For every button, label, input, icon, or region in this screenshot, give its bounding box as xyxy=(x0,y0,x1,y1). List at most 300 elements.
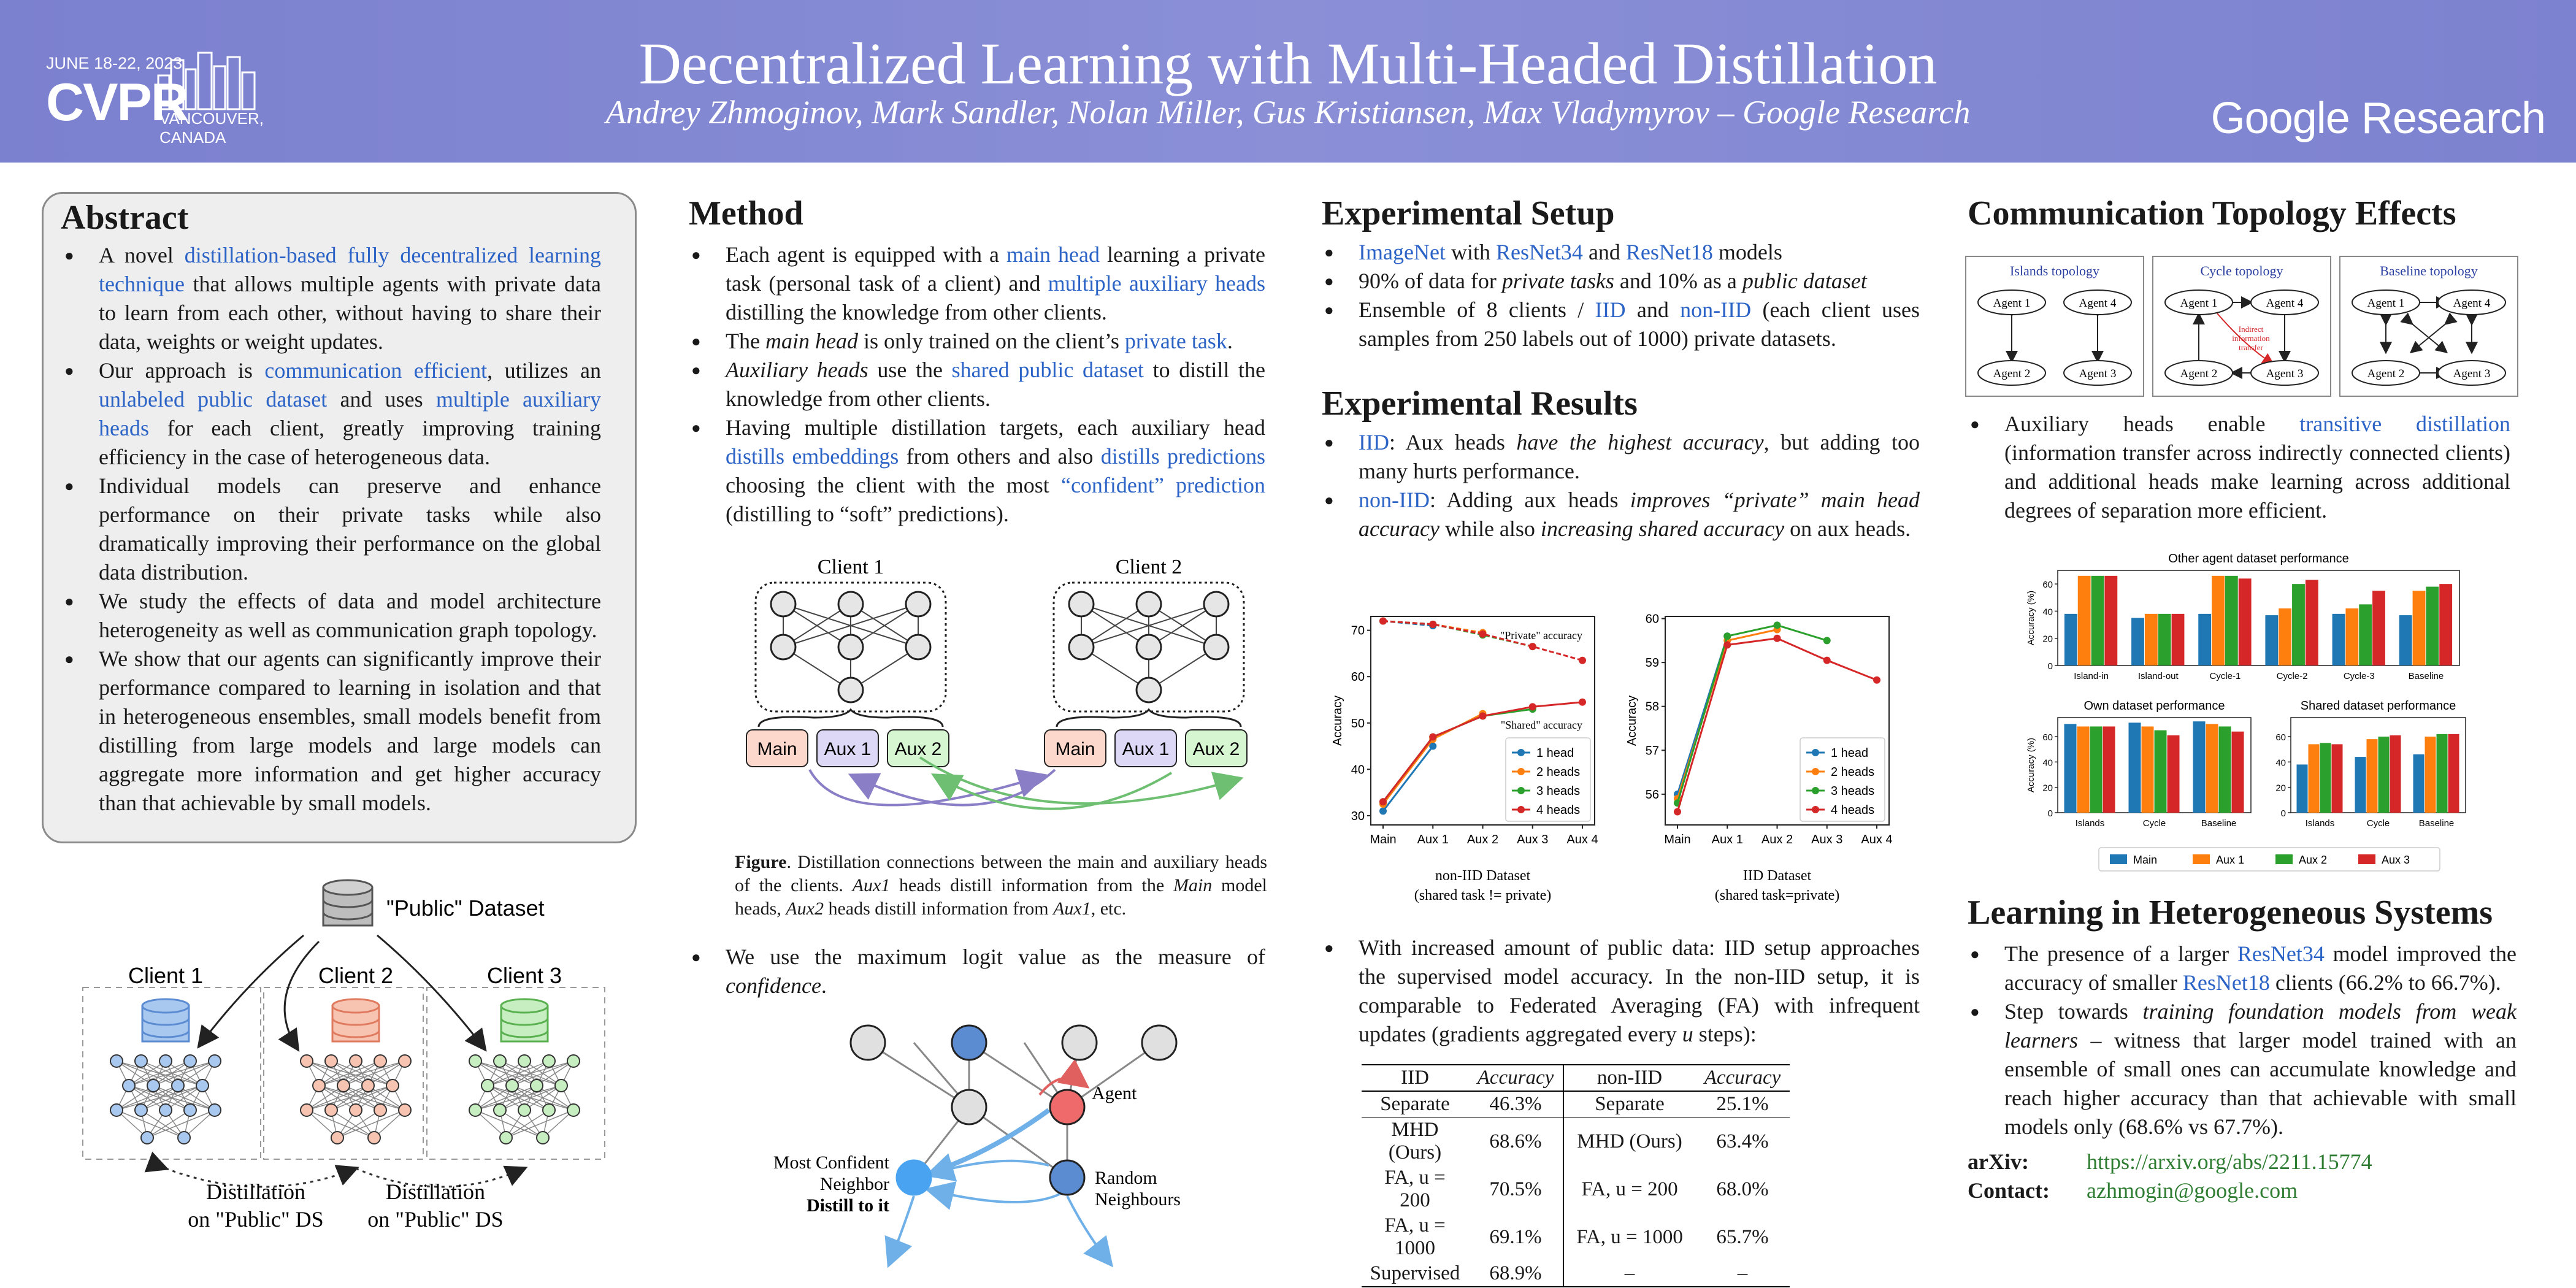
data-point xyxy=(1774,635,1781,642)
x-tick-label: Cycle-3 xyxy=(2343,671,2375,681)
topology-heading: Communication Topology Effects xyxy=(1968,194,2456,232)
data-point xyxy=(1823,657,1831,664)
data-point xyxy=(1529,643,1536,650)
chart-caption: non-IID Dataset xyxy=(1435,868,1531,884)
topology-list xyxy=(1968,410,2510,525)
client-1-label: Client 1 xyxy=(128,963,204,988)
text-span: Figure xyxy=(735,852,787,872)
table-header: IID xyxy=(1362,1065,1468,1091)
x-tick-label: Cycle-1 xyxy=(2209,671,2241,681)
neuron xyxy=(838,678,863,702)
legend-marker xyxy=(1812,806,1819,813)
legend-label: Aux 1 xyxy=(2216,854,2245,866)
agent-label: Agent 2 xyxy=(1993,367,2031,380)
random-label-2: Neighbours xyxy=(1095,1189,1181,1209)
highlight-text: shared public dataset xyxy=(951,358,1144,382)
bar xyxy=(2320,743,2331,813)
text-span: u xyxy=(1682,1022,1693,1046)
bar-chart-legend xyxy=(2098,845,2441,876)
bar xyxy=(2064,614,2077,665)
table-cell: – xyxy=(1695,1261,1790,1287)
confidence-graph xyxy=(773,1012,1227,1282)
table-cell: 46.3% xyxy=(1468,1091,1563,1117)
confidence-note xyxy=(689,943,1265,1000)
y-tick-label: 0 xyxy=(2047,661,2053,672)
bullet-item xyxy=(1359,428,1920,486)
x-tick-label: Baseline xyxy=(2408,671,2444,681)
bar xyxy=(2078,576,2091,665)
topology-title: Baseline topology xyxy=(2380,263,2478,278)
topology-title: Cycle topology xyxy=(2200,263,2283,278)
y-tick-label: 60 xyxy=(1351,670,1365,684)
table-cell: 25.1% xyxy=(1716,1093,1769,1115)
bar-chart-title: Own dataset performance xyxy=(2083,699,2225,713)
table-cell: FA, u = 1000 xyxy=(1384,1214,1446,1259)
text-span: increasing shared accuracy xyxy=(1540,516,1785,541)
highlight-text: distills embeddings xyxy=(726,444,899,469)
highlight-text: ImageNet xyxy=(1359,240,1446,264)
legend-label: 3 heads xyxy=(1536,784,1581,798)
bar xyxy=(2077,726,2090,813)
bullet-item xyxy=(1359,267,1920,296)
bar xyxy=(2437,734,2448,813)
neighbor-label-1: Most Confident xyxy=(773,1152,889,1173)
agent-label: Agent 1 xyxy=(1993,297,2031,310)
bar xyxy=(2332,744,2343,813)
bullet-item xyxy=(1359,486,1920,543)
public-dataset-diagram xyxy=(61,874,644,1242)
legend-marker xyxy=(1517,749,1525,756)
text-span: Aux2 xyxy=(786,899,824,919)
table-cell: 68.9% xyxy=(1468,1261,1563,1287)
text-span: The presence of a larger xyxy=(2004,941,2237,966)
method-list xyxy=(689,240,1265,529)
y-axis-label: Accuracy (%) xyxy=(2026,590,2036,646)
head-label: Aux 2 xyxy=(894,739,942,759)
highlight-text: ResNet18 xyxy=(1625,240,1713,264)
y-tick-label: 40 xyxy=(2042,757,2053,769)
text-span: We study the effects of data and model architecture heterogeneity as well as communication graph topology. xyxy=(99,589,601,642)
bullet-item xyxy=(726,240,1265,327)
legend-label: Aux 2 xyxy=(2299,854,2328,866)
legend-label: 1 head xyxy=(1831,746,1869,760)
bullet-item xyxy=(1359,238,1920,267)
contact-label: Contact: xyxy=(1968,1178,2050,1203)
highlight-text: transitive distillation xyxy=(2299,412,2511,436)
method-section xyxy=(689,194,1266,529)
x-tick-label: Baseline xyxy=(2201,818,2237,829)
highlight-text: multiple auxiliary heads xyxy=(1048,271,1266,296)
agent-label: Agent xyxy=(1092,1083,1137,1103)
x-tick-label: Aux 4 xyxy=(1566,833,1598,846)
neuron xyxy=(906,635,930,659)
text-span: We use the maximum logit value as the measure of xyxy=(726,945,1265,969)
chart-caption: IID Dataset xyxy=(1742,868,1812,884)
legend-marker xyxy=(1517,806,1525,813)
data-point xyxy=(1479,712,1487,719)
table-cell: Supervised xyxy=(1362,1261,1468,1287)
bullet-item xyxy=(726,356,1265,413)
data-point xyxy=(1479,631,1487,638)
text-span: , etc. xyxy=(1091,899,1127,919)
neighbor-label-2: Neighbor xyxy=(819,1174,889,1194)
bar xyxy=(2426,587,2439,665)
distill-to-it-label: Distill to it xyxy=(807,1195,889,1216)
y-tick-label: 56 xyxy=(1645,788,1659,802)
text-span: use the xyxy=(868,358,952,382)
head-label: Aux 1 xyxy=(824,739,872,759)
legend-label: Aux 3 xyxy=(2382,854,2410,866)
x-tick-label: Cycle xyxy=(2366,818,2390,829)
poster-header xyxy=(0,0,2576,163)
neuron xyxy=(838,635,863,659)
text-span: models xyxy=(1712,240,1782,264)
text-span: choosing the client with the most xyxy=(726,473,1061,497)
client-network-icon xyxy=(469,1055,580,1144)
contact-email-link[interactable]: azhmogin@google.com xyxy=(2087,1178,2298,1203)
bullet-item xyxy=(726,327,1265,356)
y-tick-label: 0 xyxy=(2280,808,2286,819)
bar xyxy=(2158,614,2171,665)
bar xyxy=(2372,591,2385,665)
y-tick-label: 40 xyxy=(2275,757,2286,769)
legend-swatch xyxy=(2275,854,2293,864)
x-tick-label: Main xyxy=(1370,833,1397,846)
agent-label: Agent 4 xyxy=(2079,297,2117,310)
indirect-note: Indirect xyxy=(2238,324,2264,334)
bar xyxy=(2193,721,2206,813)
legend-label: 3 heads xyxy=(1831,784,1875,798)
neuron xyxy=(771,592,795,616)
text-span: private tasks xyxy=(1501,269,1614,293)
client-2-label: Client 2 xyxy=(318,963,394,988)
neuron xyxy=(1137,678,1161,702)
data-point xyxy=(1429,621,1436,628)
data-point xyxy=(1774,621,1781,629)
x-tick-label: Islands xyxy=(2075,818,2105,829)
bullet-item xyxy=(2004,997,2517,1141)
highlight-text: “confident” prediction xyxy=(1060,473,1265,497)
agent-label: Agent 3 xyxy=(2079,367,2117,380)
bar xyxy=(2297,764,2308,813)
highlight-text: ResNet18 xyxy=(2182,970,2270,995)
bar xyxy=(2306,580,2318,666)
results-section xyxy=(1322,385,1920,543)
bar xyxy=(2142,726,2154,813)
y-tick-label: 30 xyxy=(1351,809,1365,823)
text-span: A novel xyxy=(99,243,185,267)
bullet-item xyxy=(726,413,1265,529)
bar xyxy=(2091,576,2104,665)
agent-label: Agent 1 xyxy=(2367,297,2405,310)
y-axis-label: Accuracy (%) xyxy=(2026,737,2036,793)
public-data-note xyxy=(1322,933,1920,1049)
text-span: . xyxy=(821,973,827,998)
highlight-text: distills predictions xyxy=(1100,444,1265,469)
text-span: public dataset xyxy=(1742,269,1867,293)
legend-label: 4 heads xyxy=(1536,803,1581,817)
bar xyxy=(2367,739,2378,813)
bar xyxy=(2239,578,2252,665)
distill-left-line1: Distillation xyxy=(206,1179,305,1204)
legend-label: Main xyxy=(2133,854,2158,866)
topology-text xyxy=(1968,410,2510,525)
bar xyxy=(2425,737,2436,813)
setup-list xyxy=(1322,238,1920,353)
bar xyxy=(2333,614,2345,665)
poster-authors: Andrey Zhmoginov, Mark Sandler, Nolan Miller, Gus Kristiansen, Max Vladymyrov – Google Research xyxy=(605,94,1971,131)
bar xyxy=(2219,726,2231,813)
table-row xyxy=(1362,1165,1790,1213)
neuron xyxy=(906,592,930,616)
y-tick-label: 60 xyxy=(2042,732,2053,743)
neuron xyxy=(1137,592,1161,616)
bullet-item xyxy=(99,241,601,356)
agent-label: Agent 4 xyxy=(2453,297,2491,310)
method-heading: Method xyxy=(689,194,803,232)
table-cell: 68.0% xyxy=(1716,1178,1769,1200)
neuron xyxy=(1069,592,1094,616)
text-span: steps): xyxy=(1693,1022,1757,1046)
text-span: and 10% as a xyxy=(1614,269,1742,293)
highlight-text: IID xyxy=(1359,430,1389,454)
text-span: . Distillation connections between the main and auxiliary heads of the clients. xyxy=(735,852,1267,895)
text-span: for each client, greatly improving training efficiency in the case of heterogeneous data. xyxy=(99,416,601,469)
bar xyxy=(2265,615,2278,665)
conference-city: VANCOUVER, CANADA xyxy=(159,109,264,147)
agent-label: Agent 3 xyxy=(2453,367,2491,380)
noniid-line-chart xyxy=(1325,607,1607,914)
text-span: and xyxy=(1625,297,1681,322)
text-span: heads distill information from xyxy=(823,899,1054,919)
text-span: have the highest accuracy xyxy=(1516,430,1764,454)
agent-label: Agent 2 xyxy=(2180,367,2218,380)
neuron xyxy=(771,635,795,659)
data-point xyxy=(1379,618,1387,625)
y-tick-label: 70 xyxy=(1351,624,1365,638)
data-point xyxy=(1379,807,1387,815)
agent-label: Agent 4 xyxy=(2266,297,2304,310)
text-span: Our approach is xyxy=(99,358,265,383)
head-label: Aux 2 xyxy=(1192,739,1240,759)
legend-marker xyxy=(1812,787,1819,794)
x-tick-label: Main xyxy=(1664,833,1691,846)
topology-title: Islands topology xyxy=(2009,263,2100,278)
neuron xyxy=(1137,635,1161,659)
results-list xyxy=(1322,428,1920,543)
x-tick-label: Aux 1 xyxy=(1711,833,1743,846)
bar xyxy=(2345,608,2358,665)
arxiv-row xyxy=(1968,1148,2517,1176)
distill-left-line2: on "Public" DS xyxy=(188,1207,324,1232)
abstract-list xyxy=(61,241,601,818)
bar xyxy=(2225,576,2238,665)
y-tick-label: 60 xyxy=(2275,732,2286,743)
chart-caption: (shared task != private) xyxy=(1414,887,1552,903)
highlight-text: ResNet34 xyxy=(2237,941,2325,966)
text-span: from others and also xyxy=(899,444,1101,469)
highlight-text: ResNet34 xyxy=(1495,240,1583,264)
text-span: , but adding too many hurts performance. xyxy=(1359,430,1920,483)
data-point xyxy=(1723,642,1731,649)
table-header: non-IID xyxy=(1563,1065,1695,1091)
poster-title: Decentralized Learning with Multi-Headed Distillation xyxy=(638,31,1938,96)
legend-marker xyxy=(1812,768,1819,775)
highlight-text: unlabeled public dataset xyxy=(99,387,328,412)
table-cell: 70.5% xyxy=(1468,1165,1563,1213)
hetero-heading: Learning in Heterogeneous Systems xyxy=(1968,894,2493,932)
table-cell: 65.7% xyxy=(1716,1225,1769,1248)
method-figure-caption xyxy=(735,851,1267,921)
text-span: Auxiliary heads enable xyxy=(2004,412,2300,436)
neuron xyxy=(1069,635,1094,659)
chart-caption: (shared task=private) xyxy=(1714,887,1840,903)
text-span: confidence xyxy=(726,973,821,998)
table-cell: Separate xyxy=(1380,1093,1450,1115)
neuron xyxy=(1204,592,1229,616)
text-span: Individual models can preserve and enhance performance on their private tasks while also dramatically improving their performance on the global data distribution. xyxy=(99,473,601,585)
client-database-icon xyxy=(332,999,379,1041)
other-agent-bar-chart xyxy=(2024,549,2466,696)
legend-marker xyxy=(1517,768,1525,775)
client-network-icon xyxy=(110,1055,221,1144)
distill-right-line2: on "Public" DS xyxy=(367,1207,504,1232)
y-tick-label: 20 xyxy=(2042,634,2053,645)
x-tick-label: Island-in xyxy=(2074,671,2109,681)
hetero-section xyxy=(1968,894,2517,1205)
bar xyxy=(2390,735,2401,813)
bar xyxy=(2198,614,2211,665)
bar xyxy=(2448,734,2459,813)
table-cell: FA, u = 200 xyxy=(1384,1167,1446,1211)
bar xyxy=(2212,576,2225,665)
data-point xyxy=(1674,808,1681,816)
arxiv-link[interactable]: https://arxiv.org/abs/2211.15774 xyxy=(2087,1149,2372,1174)
topology-panels xyxy=(1966,253,2515,401)
own-dataset-bar-chart xyxy=(2024,696,2257,843)
text-span: (each client uses samples from 250 labels out of 1000) private datasets. xyxy=(1359,297,1920,351)
public-dataset-label: "Public" Dataset xyxy=(386,895,545,921)
bar xyxy=(2206,724,2218,813)
text-span: training foundation models from weak learners xyxy=(2004,999,2517,1052)
data-point xyxy=(1529,703,1536,710)
legend-swatch xyxy=(2193,854,2210,864)
x-tick-label: Aux 4 xyxy=(1861,833,1893,846)
bullet-item xyxy=(99,472,601,587)
bar xyxy=(2131,618,2144,666)
text-span: distilling the knowledge from other clients. xyxy=(726,300,1107,324)
client-database-icon xyxy=(501,999,548,1041)
y-tick-label: 57 xyxy=(1645,744,1659,758)
bullet-item xyxy=(2004,410,2510,525)
bar xyxy=(2439,584,2452,665)
highlight-text: main head xyxy=(1006,242,1100,267)
head-label: Main xyxy=(1055,739,1095,759)
abstract-heading: Abstract xyxy=(61,199,189,237)
bar xyxy=(2103,726,2115,813)
x-tick-label: Aux 3 xyxy=(1811,833,1843,846)
fig-client-2-label: Client 2 xyxy=(1115,556,1183,578)
y-tick-label: 40 xyxy=(1351,763,1365,777)
text-span: Aux1 xyxy=(852,875,891,895)
x-tick-label: Islands xyxy=(2305,818,2335,829)
highlight-text: non-IID xyxy=(1680,297,1752,322)
setup-section xyxy=(1322,194,1920,353)
legend-label: 2 heads xyxy=(1831,765,1875,779)
legend-label: 2 heads xyxy=(1536,765,1581,779)
text-span: Ensemble of 8 clients / xyxy=(1359,297,1595,322)
multi-head-figure xyxy=(724,549,1282,843)
bar xyxy=(2292,584,2305,665)
text-span: – witness that larger model trained with an ensemble of small ones can accumulate knowledge and reach higher accuracy than that achievable with small models only (68.6% vs 67.7%). xyxy=(2004,1028,2517,1139)
head-label: Aux 1 xyxy=(1122,739,1170,759)
x-tick-label: Aux 1 xyxy=(1417,833,1449,846)
x-tick-label: Aux 2 xyxy=(1761,833,1793,846)
bar xyxy=(2155,730,2167,813)
data-point xyxy=(1379,798,1387,805)
text-span: Auxiliary heads xyxy=(726,358,868,382)
bar xyxy=(2379,737,2390,813)
text-span: heads distill information from the xyxy=(890,875,1173,895)
x-tick-label: Island-out xyxy=(2137,671,2179,681)
text-span: Having multiple distillation targets, each auxiliary head xyxy=(726,415,1265,440)
bar xyxy=(2064,724,2077,813)
public-data-item xyxy=(1359,933,1920,1049)
google-research-logo: Google Research xyxy=(2210,94,2545,143)
x-tick-label: Aux 2 xyxy=(1466,833,1499,846)
bar xyxy=(2413,754,2425,813)
text-span: model heads, xyxy=(735,875,1267,919)
x-tick-label: Cycle-2 xyxy=(2276,671,2308,681)
highlight-text: distillation-based fully decentralized learning technique xyxy=(99,243,601,296)
setup-heading: Experimental Setup xyxy=(1322,194,1615,232)
bar xyxy=(2232,732,2244,813)
topology-section xyxy=(1968,194,2544,232)
table-cell: – xyxy=(1563,1261,1695,1287)
highlight-text: multiple auxiliary heads xyxy=(99,387,601,440)
results-table-wrap xyxy=(1362,1064,1790,1287)
neuron xyxy=(838,592,863,616)
iid-line-chart xyxy=(1619,607,1901,914)
bar xyxy=(2090,726,2103,813)
text-span: Main xyxy=(1173,875,1213,895)
bullet-item xyxy=(99,356,601,472)
legend-swatch xyxy=(2358,854,2375,864)
fig-client-1-label: Client 1 xyxy=(817,556,884,578)
text-span: Aux1 xyxy=(1053,899,1091,919)
bar xyxy=(2168,735,2180,813)
table-header: Accuracy xyxy=(1695,1065,1790,1091)
x-tick-label: Cycle xyxy=(2142,818,2166,829)
distill-right-line1: Distillation xyxy=(386,1179,485,1204)
table-header: Accuracy xyxy=(1468,1065,1563,1091)
y-tick-label: 20 xyxy=(2275,783,2286,794)
confidence-item xyxy=(726,943,1265,1000)
table-cell: 63.4% xyxy=(1695,1117,1790,1166)
table-row xyxy=(1362,1261,1790,1287)
y-axis-label: Accuracy xyxy=(1625,695,1639,746)
neuron xyxy=(1204,635,1229,659)
text-span: to distill the knowledge from other clients. xyxy=(726,358,1265,411)
bar xyxy=(2279,608,2291,665)
bar xyxy=(2399,615,2412,665)
bar xyxy=(2413,591,2426,665)
y-tick-label: 40 xyxy=(2042,607,2053,618)
client-database-icon xyxy=(142,999,189,1041)
data-point xyxy=(1823,637,1831,644)
bullet-item xyxy=(1359,296,1920,353)
legend-marker xyxy=(1517,787,1525,794)
